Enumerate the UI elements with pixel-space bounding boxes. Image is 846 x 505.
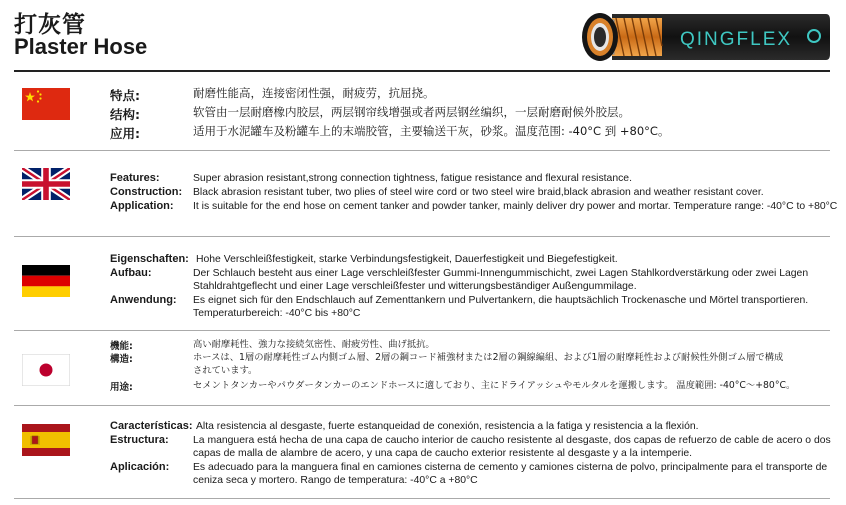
germany-flag-icon xyxy=(22,265,70,297)
application-label: 应用: xyxy=(110,126,140,141)
construction-text: La manguera está hecha de una capa de caucho interior de caucho resistente al desgaste, dos capas de refuerzo de cable de acero o dos xyxy=(193,435,831,446)
spain-flag-icon xyxy=(22,424,70,456)
construction-label: 構造: xyxy=(110,354,133,365)
construction-text: Black abrasion resistant tuber, two plies of steel wire cord or two steel wire braid,black abrasion and weather resistant cover. xyxy=(193,187,764,198)
features-text: 耐磨性能高，连接密闭性强，耐疲劳，抗屈挠。 xyxy=(193,86,435,100)
features-label: Características: xyxy=(110,420,193,432)
construction-text: 软管由一层耐磨橡内胶层，两层钢帘线增强或者两层钢丝编织，一层耐磨耐候外胶层。 xyxy=(193,105,630,119)
features-label: 機能: xyxy=(110,341,133,352)
features-text: 高い耐摩耗性、強力な接続気密性、耐疲労性、曲げ抵抗。 xyxy=(193,339,435,350)
hose-brand-logo xyxy=(582,8,830,66)
application-label: Aplicación: xyxy=(110,461,170,473)
application-text-cont: ceniza seca y mortero. Rango de temperatura: -40°C a +80°C xyxy=(193,475,478,486)
section-divider xyxy=(14,405,830,406)
application-text: It is suitable for the end hose on cement tanker and powder tanker, mainly deliver dry power and mortar. Temperature range: -40°C to +80°C xyxy=(193,201,838,212)
features-label: Eigenschaften: xyxy=(110,253,189,265)
construction-label: Construction: xyxy=(110,186,183,198)
japan-flag-icon xyxy=(22,354,70,386)
features-label: 特点: xyxy=(110,88,140,103)
header-divider xyxy=(14,70,830,72)
construction-text-cont: capas de malla de alambre de acero, y una capa de caucho exterior resistente al desgaste y a la intemperie. xyxy=(193,448,693,459)
page-title-english: Plaster Hose xyxy=(14,34,148,59)
construction-label: Aufbau: xyxy=(110,267,152,279)
section-divider xyxy=(14,236,830,237)
application-label: Application: xyxy=(110,200,174,212)
construction-text: ホースは、1層の耐摩耗性ゴム内側ゴム層、2層の鋼コード補強材または2層の鋼線編組、および1層の耐摩耗性および耐候性外側ゴム層で構成 xyxy=(193,352,784,363)
application-text: Es adecuado para la manguera final en camiones cisterna de cemento y camiones cisterna de polvo, principalmente para el transporte de xyxy=(193,462,828,473)
svg-text:QINGFLEX: QINGFLEX xyxy=(680,29,793,50)
construction-text-cont: Stahldrahtgeflecht und einer Lage verschleißfester und witterungsbeständiger Außengummilage. xyxy=(193,281,637,292)
application-text-cont: Temperaturbereich: -40°C bis +80°C xyxy=(193,308,361,319)
section-divider xyxy=(14,150,830,151)
features-label: Features: xyxy=(110,172,160,184)
section-divider xyxy=(14,330,830,331)
uk-flag-icon xyxy=(22,168,70,200)
application-text: Es eignet sich für den Endschlauch auf Zementtankern und Pulvertankern, die hauptsächlich Trockenasche und Mörtel transportieren. xyxy=(193,295,809,306)
application-text: セメントタンカーやパウダータンカーのエンドホースに適しており、主にドライアッシュやモルタルを運搬します。 温度範囲: -40°C〜+80°C。 xyxy=(193,380,796,391)
construction-text-cont: されています。 xyxy=(193,365,258,376)
page-title-chinese: 打灰管 xyxy=(14,12,86,38)
application-label: Anwendung: xyxy=(110,294,177,306)
features-text: Alta resistencia al desgaste, fuerte estanqueidad de conexión, resistencia a la fatiga y resistencia a la flexión. xyxy=(196,421,699,432)
construction-text: Der Schlauch besteht aus einer Lage verschleißfester Gummi-Innengummischicht, zwei Lagen Stahlkordverstärkung oder zwei Lagen xyxy=(193,268,809,279)
application-label: 用途: xyxy=(110,382,133,393)
construction-label: 结构: xyxy=(110,107,140,122)
features-text: Super abrasion resistant,strong connection tightness, fatigue resistance and flexural resistance. xyxy=(193,173,632,184)
construction-label: Estructura: xyxy=(110,434,169,446)
china-flag-icon xyxy=(22,88,70,120)
application-text: 适用于水泥罐车及粉罐车上的末端胶管，主要输送干灰，砂浆。温度范围: -40°C 到 +80°C。 xyxy=(193,124,670,138)
bottom-divider xyxy=(14,498,830,499)
features-text: Hohe Verschleißfestigkeit, starke Verbindungsfestigkeit, Dauerfestigkeit und Biegefestigkeit. xyxy=(196,254,618,265)
